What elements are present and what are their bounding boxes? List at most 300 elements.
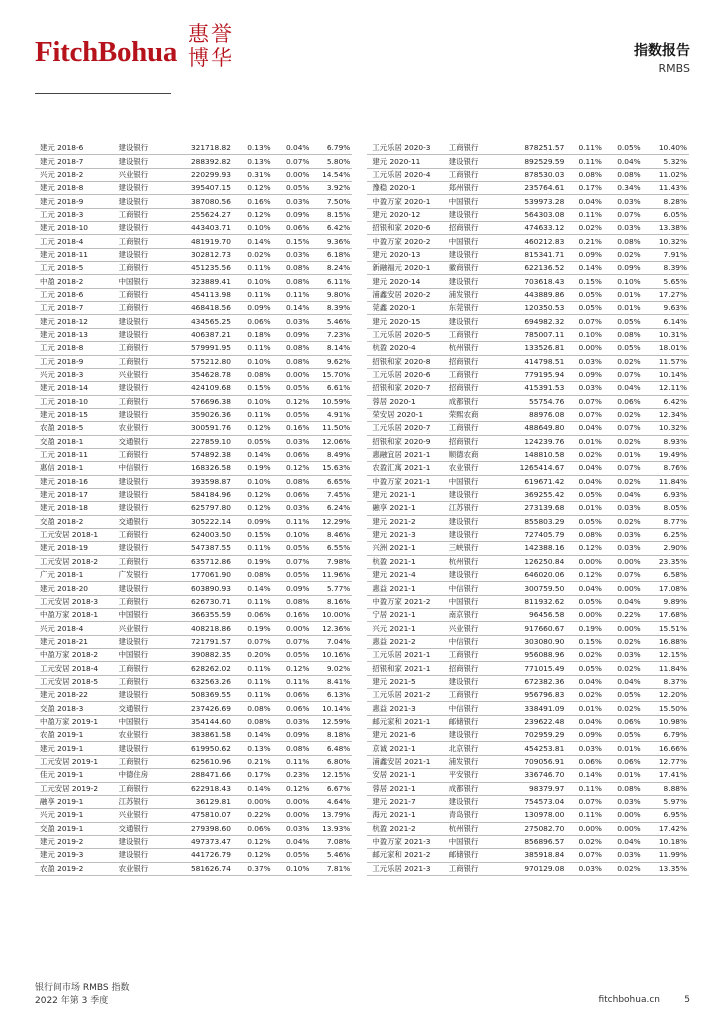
issuer-cell: 建设银行 (445, 528, 504, 541)
rate-c-cell: 9.36% (311, 235, 352, 248)
rate-a-cell: 0.12% (233, 182, 273, 195)
table-row (35, 769, 689, 782)
rate-b-cell: 0.09% (604, 262, 643, 275)
rate-a-cell: 0.10% (233, 222, 273, 235)
balance-cell: 892529.59 (504, 155, 566, 168)
issuer-cell: 兴业银行 (115, 368, 175, 381)
rate-c-cell: 11.96% (311, 569, 352, 582)
rate-a-cell: 0.04% (566, 715, 604, 728)
rate-c-cell: 8.28% (643, 195, 689, 208)
rate-a-cell: 0.08% (233, 715, 273, 728)
rate-a-cell: 0.05% (566, 488, 604, 501)
issuer-cell: 工商银行 (445, 168, 504, 181)
issuer-cell: 建设银行 (445, 729, 504, 742)
rate-c-cell: 6.79% (643, 729, 689, 742)
issuer-cell: 江苏银行 (445, 502, 504, 515)
rate-a-cell: 0.15% (566, 275, 604, 288)
rate-c-cell: 18.01% (643, 342, 689, 355)
rate-b-cell: 0.03% (604, 649, 643, 662)
balance-cell: 303080.90 (504, 635, 566, 648)
rate-a-cell: 0.21% (233, 755, 273, 768)
rate-a-cell: 0.11% (566, 208, 604, 221)
rate-c-cell: 17.27% (643, 288, 689, 301)
deal-name-cell: 建元 2018-10 (35, 222, 115, 235)
deal-name-cell: 莞鑫 2020-1 (367, 302, 444, 315)
rate-b-cell: 0.02% (604, 702, 643, 715)
balance-cell: 635712.86 (175, 555, 233, 568)
column-gap (352, 475, 367, 488)
rate-a-cell: 0.20% (233, 649, 273, 662)
column-gap (352, 382, 367, 395)
rate-c-cell: 15.70% (311, 368, 352, 381)
issuer-cell: 建设银行 (115, 182, 175, 195)
rate-b-cell: 0.04% (604, 488, 643, 501)
rate-a-cell: 0.11% (233, 595, 273, 608)
deal-name-cell: 建元 2020-12 (367, 208, 444, 221)
deal-name-cell: 工元 2018-10 (35, 395, 115, 408)
rate-a-cell: 0.10% (233, 395, 273, 408)
balance-cell: 323889.41 (175, 275, 233, 288)
table-row (35, 448, 689, 461)
rate-a-cell: 0.02% (566, 448, 604, 461)
rate-c-cell: 10.00% (311, 609, 352, 622)
balance-cell: 856896.57 (504, 835, 566, 848)
rate-c-cell: 9.89% (643, 595, 689, 608)
rate-c-cell: 10.31% (643, 328, 689, 341)
table-row (35, 689, 689, 702)
rate-a-cell: 0.02% (566, 649, 604, 662)
deal-name-cell: 建元 2018-19 (35, 542, 115, 555)
rate-a-cell: 0.11% (233, 408, 273, 421)
issuer-cell: 邮储银行 (445, 849, 504, 862)
deal-name-cell: 交盈 2018-2 (35, 515, 115, 528)
issuer-cell: 中国银行 (445, 835, 504, 848)
header-divider (35, 93, 171, 94)
balance-cell: 622918.43 (175, 782, 233, 795)
rate-c-cell: 7.04% (311, 635, 352, 648)
rate-b-cell: 0.09% (273, 582, 312, 595)
table-row (35, 502, 689, 515)
balance-cell: 625610.96 (175, 755, 233, 768)
deal-name-cell: 工元乐居 2020-5 (367, 328, 444, 341)
issuer-cell: 中国银行 (445, 475, 504, 488)
column-gap (352, 422, 367, 435)
rate-b-cell: 0.07% (604, 368, 643, 381)
rate-a-cell: 0.05% (566, 515, 604, 528)
rate-b-cell: 0.03% (604, 222, 643, 235)
issuer-cell: 成都银行 (445, 395, 504, 408)
deal-name-cell: 惠益 2021-3 (367, 702, 444, 715)
column-gap (352, 208, 367, 221)
rate-c-cell: 2.90% (643, 542, 689, 555)
rate-a-cell: 0.04% (566, 675, 604, 688)
table-row (35, 395, 689, 408)
rate-c-cell: 6.11% (311, 275, 352, 288)
balance-cell: 88976.08 (504, 408, 566, 421)
deal-name-cell: 新融福元 2020-1 (367, 262, 444, 275)
rate-b-cell: 0.03% (604, 542, 643, 555)
balance-cell: 785007.11 (504, 328, 566, 341)
rate-b-cell: 0.08% (273, 262, 312, 275)
balance-cell: 815341.71 (504, 248, 566, 261)
issuer-cell: 建设银行 (115, 155, 175, 168)
deal-name-cell: 蓉居 2021-1 (367, 782, 444, 795)
footer-url[interactable]: fitchbohua.cn (598, 995, 660, 1005)
table-row (35, 528, 689, 541)
issuer-cell: 工商银行 (445, 649, 504, 662)
balance-cell: 393598.87 (175, 475, 233, 488)
rate-a-cell: 0.04% (566, 422, 604, 435)
rate-b-cell: 0.00% (273, 622, 312, 635)
rate-c-cell: 17.68% (643, 609, 689, 622)
issuer-cell: 交通银行 (115, 822, 175, 835)
rate-a-cell: 0.14% (566, 262, 604, 275)
rate-b-cell: 0.09% (273, 729, 312, 742)
balance-cell: 956796.83 (504, 689, 566, 702)
table-row (35, 609, 689, 622)
deal-name-cell: 兴元 2021-1 (367, 622, 444, 635)
deal-name-cell: 佳元 2019-1 (35, 769, 115, 782)
rate-a-cell: 0.01% (566, 502, 604, 515)
rate-c-cell: 6.48% (311, 742, 352, 755)
rate-b-cell: 0.03% (604, 795, 643, 808)
issuer-cell: 兴业银行 (115, 622, 175, 635)
deal-name-cell: 建元 2021-7 (367, 795, 444, 808)
rate-c-cell: 10.32% (643, 235, 689, 248)
rate-b-cell: 0.05% (273, 569, 312, 582)
issuer-cell: 工商银行 (115, 302, 175, 315)
balance-cell: 434565.25 (175, 315, 233, 328)
rate-c-cell: 7.08% (311, 835, 352, 848)
deal-name-cell: 建元 2020-15 (367, 315, 444, 328)
rate-b-cell: 0.01% (604, 769, 643, 782)
page-number: 5 (684, 995, 690, 1005)
rate-a-cell: 0.11% (233, 689, 273, 702)
rate-a-cell: 0.11% (566, 782, 604, 795)
table-row (35, 302, 689, 315)
balance-cell: 474633.12 (504, 222, 566, 235)
rate-b-cell: 0.06% (273, 222, 312, 235)
rate-b-cell: 0.03% (604, 502, 643, 515)
column-gap (352, 488, 367, 501)
rate-c-cell: 5.97% (643, 795, 689, 808)
rate-c-cell: 9.62% (311, 355, 352, 368)
issuer-cell: 北京银行 (445, 742, 504, 755)
rate-a-cell: 0.14% (233, 235, 273, 248)
balance-cell: 576696.38 (175, 395, 233, 408)
rate-c-cell: 5.46% (311, 849, 352, 862)
rate-a-cell: 0.07% (566, 315, 604, 328)
rate-b-cell: 0.00% (273, 809, 312, 822)
column-gap (352, 315, 367, 328)
deal-name-cell: 蓉居 2020-1 (367, 395, 444, 408)
rate-a-cell: 0.07% (233, 635, 273, 648)
rate-a-cell: 0.00% (233, 795, 273, 808)
rate-a-cell: 0.05% (566, 662, 604, 675)
balance-cell: 300759.50 (504, 582, 566, 595)
rate-a-cell: 0.17% (233, 769, 273, 782)
rate-c-cell: 7.91% (643, 248, 689, 261)
rate-c-cell: 6.67% (311, 782, 352, 795)
column-gap (352, 368, 367, 381)
column-gap (352, 822, 367, 835)
column-gap (352, 742, 367, 755)
deal-name-cell: 惠信 2018-1 (35, 462, 115, 475)
issuer-cell: 农业银行 (115, 862, 175, 875)
table-row (35, 515, 689, 528)
rate-c-cell: 9.63% (643, 302, 689, 315)
rate-a-cell: 0.19% (566, 622, 604, 635)
rate-a-cell: 0.12% (233, 502, 273, 515)
rate-c-cell: 5.46% (311, 315, 352, 328)
issuer-cell: 建设银行 (115, 689, 175, 702)
deal-name-cell: 广元 2018-1 (35, 569, 115, 582)
rate-b-cell: 0.05% (273, 408, 312, 421)
rate-b-cell: 0.04% (604, 675, 643, 688)
issuer-cell: 徽商银行 (445, 262, 504, 275)
deal-name-cell: 建元 2020-11 (367, 155, 444, 168)
rate-b-cell: 0.03% (273, 315, 312, 328)
rate-a-cell: 0.07% (566, 795, 604, 808)
deal-name-cell: 交盈 2019-1 (35, 822, 115, 835)
issuer-cell: 杭州银行 (445, 555, 504, 568)
issuer-cell: 农业银行 (115, 422, 175, 435)
table-row (35, 342, 689, 355)
rate-a-cell: 0.06% (566, 755, 604, 768)
deal-name-cell: 中盈万家 2021-1 (367, 475, 444, 488)
rate-b-cell: 0.03% (273, 195, 312, 208)
issuer-cell: 招商银行 (445, 435, 504, 448)
rate-c-cell: 11.84% (643, 475, 689, 488)
issuer-cell: 平安银行 (445, 769, 504, 782)
rate-b-cell: 0.05% (604, 729, 643, 742)
issuer-cell: 农业银行 (445, 462, 504, 475)
deal-name-cell: 杭盈 2021-1 (367, 555, 444, 568)
rate-b-cell: 0.02% (604, 435, 643, 448)
deal-name-cell: 工元安居 2018-5 (35, 675, 115, 688)
rate-a-cell: 0.12% (566, 569, 604, 582)
deal-name-cell: 交盈 2018-1 (35, 435, 115, 448)
table-row (35, 702, 689, 715)
rate-a-cell: 0.03% (566, 742, 604, 755)
balance-cell: 632563.26 (175, 675, 233, 688)
rate-a-cell: 0.22% (233, 809, 273, 822)
rate-a-cell: 0.09% (566, 729, 604, 742)
table-row (35, 288, 689, 301)
logo-text: FitchBohua (35, 36, 178, 68)
rate-c-cell: 11.57% (643, 355, 689, 368)
deal-name-cell: 建元 2018-16 (35, 475, 115, 488)
rate-a-cell: 0.05% (566, 288, 604, 301)
deal-name-cell: 建元 2018-20 (35, 582, 115, 595)
deal-name-cell: 中盈万家 2018-2 (35, 649, 115, 662)
rate-a-cell: 0.12% (233, 208, 273, 221)
deal-name-cell: 工元乐居 2020-6 (367, 368, 444, 381)
rate-c-cell: 6.13% (311, 689, 352, 702)
issuer-cell: 东莞银行 (445, 302, 504, 315)
rate-a-cell: 0.05% (233, 435, 273, 448)
issuer-cell: 建设银行 (115, 315, 175, 328)
rate-a-cell: 0.06% (233, 609, 273, 622)
balance-cell: 354144.60 (175, 715, 233, 728)
deal-name-cell: 工元 2018-8 (35, 342, 115, 355)
deal-name-cell: 工元乐居 2020-3 (367, 142, 444, 155)
rate-b-cell: 0.03% (604, 195, 643, 208)
rate-a-cell: 0.10% (233, 355, 273, 368)
rate-c-cell: 6.95% (643, 809, 689, 822)
deal-name-cell: 安居 2021-1 (367, 769, 444, 782)
rate-b-cell: 0.03% (273, 822, 312, 835)
issuer-cell: 建设银行 (115, 475, 175, 488)
rate-a-cell: 0.12% (233, 488, 273, 501)
report-subtitle: RMBS (658, 62, 690, 75)
rate-b-cell: 0.03% (273, 248, 312, 261)
column-gap (352, 795, 367, 808)
balance-cell: 415391.53 (504, 382, 566, 395)
rate-b-cell: 0.02% (604, 862, 643, 875)
deal-name-cell: 中盈万家 2021-2 (367, 595, 444, 608)
balance-cell: 321718.82 (175, 142, 233, 155)
rate-b-cell: 0.09% (273, 208, 312, 221)
rate-b-cell: 0.08% (604, 782, 643, 795)
issuer-cell: 浦发银行 (445, 288, 504, 301)
table-row (35, 809, 689, 822)
balance-cell: 754573.04 (504, 795, 566, 808)
rate-a-cell: 0.03% (566, 382, 604, 395)
column-gap (352, 702, 367, 715)
issuer-cell: 工商银行 (115, 755, 175, 768)
table-body (35, 142, 689, 875)
table-row (35, 462, 689, 475)
table-row (35, 835, 689, 848)
deal-name-cell: 中盈万家 2020-2 (367, 235, 444, 248)
rate-a-cell: 0.11% (233, 675, 273, 688)
deal-name-cell: 中盈万家 2019-1 (35, 715, 115, 728)
deal-name-cell: 惠益 2021-2 (367, 635, 444, 648)
balance-cell: 622136.52 (504, 262, 566, 275)
rate-a-cell: 0.12% (233, 849, 273, 862)
deal-name-cell: 中盈 2018-2 (35, 275, 115, 288)
rate-c-cell: 7.81% (311, 862, 352, 875)
deal-name-cell: 农盈 2019-2 (35, 862, 115, 875)
issuer-cell: 工商银行 (115, 782, 175, 795)
table-row (35, 382, 689, 395)
issuer-cell: 广发银行 (115, 569, 175, 582)
deal-name-cell: 建元 2020-14 (367, 275, 444, 288)
rate-b-cell: 0.00% (273, 168, 312, 181)
issuer-cell: 招商银行 (445, 222, 504, 235)
rate-c-cell: 7.50% (311, 195, 352, 208)
balance-cell: 168326.58 (175, 462, 233, 475)
rate-b-cell: 0.08% (273, 742, 312, 755)
deal-name-cell: 农盈 2019-1 (35, 729, 115, 742)
rate-b-cell: 0.11% (273, 675, 312, 688)
rate-a-cell: 0.31% (233, 168, 273, 181)
rate-c-cell: 12.15% (643, 649, 689, 662)
table-row (35, 635, 689, 648)
column-gap (352, 462, 367, 475)
deal-name-cell: 建元 2019-3 (35, 849, 115, 862)
column-gap (352, 262, 367, 275)
rate-c-cell: 12.15% (311, 769, 352, 782)
column-gap (352, 609, 367, 622)
rate-a-cell: 0.08% (233, 702, 273, 715)
balance-cell: 443889.86 (504, 288, 566, 301)
deal-name-cell: 建元 2021-4 (367, 569, 444, 582)
rate-b-cell: 0.08% (273, 342, 312, 355)
rate-a-cell: 0.04% (566, 195, 604, 208)
balance-cell: 547387.55 (175, 542, 233, 555)
rate-a-cell: 0.14% (233, 582, 273, 595)
rate-c-cell: 12.59% (311, 715, 352, 728)
column-gap (352, 595, 367, 608)
balance-cell: 878530.03 (504, 168, 566, 181)
column-gap (352, 689, 367, 702)
deal-name-cell: 惠融宜居 2021-1 (367, 448, 444, 461)
rate-a-cell: 0.10% (566, 328, 604, 341)
issuer-cell: 三峡银行 (445, 542, 504, 555)
deal-name-cell: 工元乐居 2020-4 (367, 168, 444, 181)
rate-b-cell: 0.05% (604, 142, 643, 155)
rate-c-cell: 12.34% (643, 408, 689, 421)
rate-a-cell: 0.08% (566, 168, 604, 181)
rate-c-cell: 16.88% (643, 635, 689, 648)
table-row (35, 542, 689, 555)
rate-c-cell: 6.55% (311, 542, 352, 555)
issuer-cell: 建设银行 (445, 248, 504, 261)
rate-a-cell: 0.02% (566, 222, 604, 235)
column-gap (352, 755, 367, 768)
deal-name-cell: 工元乐居 2021-1 (367, 649, 444, 662)
rate-c-cell: 8.93% (643, 435, 689, 448)
issuer-cell: 邮储银行 (445, 715, 504, 728)
balance-cell: 468418.56 (175, 302, 233, 315)
rate-a-cell: 0.02% (566, 835, 604, 848)
table-row (35, 155, 689, 168)
rate-a-cell: 0.01% (566, 702, 604, 715)
rate-a-cell: 0.11% (566, 142, 604, 155)
rate-c-cell: 7.23% (311, 328, 352, 341)
balance-cell: 878251.57 (504, 142, 566, 155)
rate-c-cell: 14.54% (311, 168, 352, 181)
deal-name-cell: 工元安居 2019-2 (35, 782, 115, 795)
balance-cell: 970129.08 (504, 862, 566, 875)
table-row (35, 862, 689, 875)
rate-b-cell: 0.04% (604, 382, 643, 395)
deal-name-cell: 建元 2021-6 (367, 729, 444, 742)
rate-b-cell: 0.07% (273, 635, 312, 648)
deal-name-cell: 荣安居 2020-1 (367, 408, 444, 421)
balance-cell: 273139.68 (504, 502, 566, 515)
rate-c-cell: 4.91% (311, 408, 352, 421)
balance-cell: 142388.16 (504, 542, 566, 555)
balance-cell: 619671.42 (504, 475, 566, 488)
column-gap (352, 155, 367, 168)
table-row (35, 555, 689, 568)
balance-cell: 177061.90 (175, 569, 233, 582)
deal-name-cell: 工元乐居 2020-7 (367, 422, 444, 435)
table-row (35, 168, 689, 181)
issuer-cell: 工商银行 (445, 328, 504, 341)
issuer-cell: 中国银行 (445, 195, 504, 208)
deal-name-cell: 建元 2018-6 (35, 142, 115, 155)
rate-c-cell: 6.24% (311, 502, 352, 515)
column-gap (352, 235, 367, 248)
balance-cell: 390882.35 (175, 649, 233, 662)
rate-c-cell: 19.49% (643, 448, 689, 461)
balance-cell: 124239.76 (504, 435, 566, 448)
balance-cell: 148810.58 (504, 448, 566, 461)
